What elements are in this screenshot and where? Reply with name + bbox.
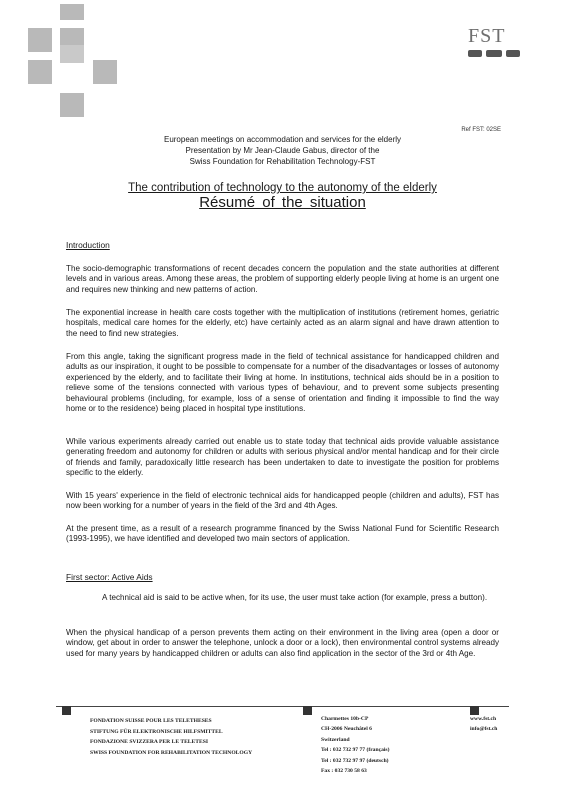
- address-line: CH-2006 Neuchâtel 6: [321, 726, 372, 733]
- phone-line: Tel : 032 732 97 77 (français): [321, 747, 390, 754]
- foundation-name: FONDAZIONE SVIZZERA PER LE TELETESI: [90, 739, 209, 746]
- footer-divider: [56, 706, 509, 707]
- paragraph: [66, 491, 499, 512]
- paragraph: [66, 437, 499, 479]
- paragraph-text: At the present time, as a result of a research programme financed by the Swiss National Fund for Scientific Research (1993-1995), we have identified and developed two main sectors of application.: [66, 524, 499, 544]
- paragraph: [66, 524, 499, 545]
- header-block: [60, 134, 505, 167]
- address-line: Switzerland: [321, 736, 350, 743]
- footer-address: [321, 714, 389, 776]
- foundation-names: [90, 716, 252, 758]
- email-link[interactable]: info@fst.ch: [470, 726, 498, 733]
- paragraph: [66, 264, 499, 295]
- paragraph-text: With 15 years' experience in the field of electronic technical aids for handicapped people (children and adults), FST has now been working for a number of years in the field of the 3rd and 4th Ages.: [66, 491, 499, 511]
- first-sector-heading: First sector: Active Aids: [66, 572, 153, 582]
- active-aid-definition: A technical aid is said to be active when, for its use, the user must take action (for example, press a button).: [102, 593, 488, 602]
- header-line: Swiss Foundation for Rehabilitation Technology-FST: [189, 157, 376, 166]
- fax-line: Fax : 032 730 58 63: [321, 768, 367, 775]
- header-line: Presentation by Mr Jean-Claude Gabus, director of the: [185, 146, 380, 155]
- decorative-square: [28, 60, 52, 84]
- paragraph-text: The exponential increase in health care costs together with the multiplication of institutions (retirement homes, geriatric hospitals, medical care homes for the elderly, etc) have certainly acted as an alarm signal and have drawn attention to the need to find new strategies.: [66, 308, 499, 338]
- decorative-square: [60, 45, 84, 63]
- footer-web: [470, 714, 497, 735]
- footer-square: [62, 706, 71, 715]
- header-line: European meetings on accommodation and services for the elderly: [163, 135, 402, 144]
- fst-logo: [468, 26, 520, 57]
- logo-text: FST: [468, 25, 506, 47]
- paragraph-text: While various experiments already carried out enable us to state today that technical aids provide valuable assistance generating freedom and autonomy for children or adults with serious physical and/or mental handicap and for their circle of friends and family, paradoxically little research has been undertaken to date to investigate the position for problems specific to the elderly.: [66, 437, 499, 478]
- website-link[interactable]: www.fst.ch: [470, 716, 497, 722]
- phone-line: Tel : 032 732 97 97 (deutsch): [321, 757, 389, 764]
- introduction-heading: Introduction: [66, 240, 110, 250]
- paragraph: [66, 628, 499, 659]
- reference-number: Ref FST: 02SE: [461, 127, 501, 133]
- document-subtitle: Résumé of the situation: [199, 194, 366, 211]
- logo-bars: [468, 50, 520, 57]
- foundation-name: SWISS FOUNDATION FOR REHABILITATION TECHNOLOGY: [90, 749, 253, 756]
- paragraph-text: When the physical handicap of a person prevents them acting on their environment in the living area (open a door or window, get about in order to answer the telephone, unlock a door or a lock), then environmental control systems already used for many years by handicapped children or adults can also find application in the sector of the 3rd or 4th Age.: [66, 628, 499, 658]
- paragraph: [66, 308, 499, 339]
- decorative-square: [60, 4, 84, 20]
- decorative-square: [93, 60, 117, 84]
- footer-square: [303, 706, 312, 715]
- foundation-name: FONDATION SUISSE POUR LES TELETHESES: [90, 718, 212, 724]
- decorative-square: [60, 93, 84, 117]
- decorative-square: [28, 28, 52, 52]
- paragraph: [66, 352, 499, 414]
- document-title: The contribution of technology to the autonomy of the elderly: [128, 182, 437, 194]
- paragraph-text: From this angle, taking the significant progress made in the field of technical assistance for handicapped children and adults as our inspiration, it ought to be possible to compensate for a number of the disadvantages or losses of autonomy experienced by the elderly, and to facilitate their living at home. In institutions, technical aids should be in a position to relieve some of the tensions connected with various types of behaviour, and to prevent some subjects presenting behavioural problems (including, for example, loss of a sense of orientation and finding it impossible to find the way home or to the residence) being placed in hospital type institutions.: [66, 352, 499, 414]
- address-line: Charmettes 10b-CP: [321, 716, 369, 722]
- paragraph-text: The socio-demographic transformations of recent decades concern the population and the state authorities at different levels and in various areas. Among these areas, the problem of supporting elderly people living at home is an urgent one and requires new thinking and new patterns of action.: [66, 264, 499, 294]
- foundation-name: STIFTUNG FÜR ELEKTRONISCHE HILFSMITTEL: [90, 728, 223, 735]
